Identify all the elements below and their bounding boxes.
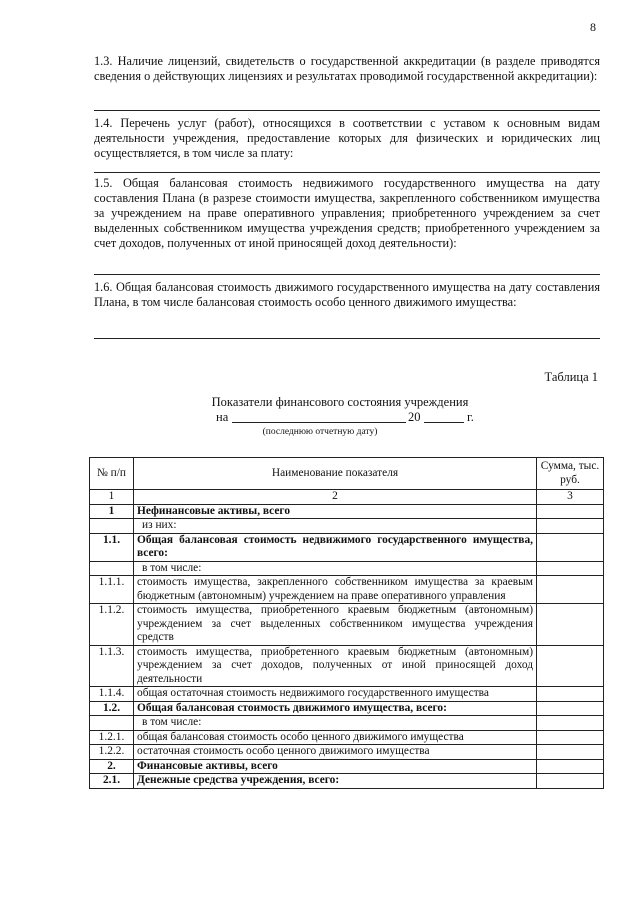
row-amount-cell[interactable] — [537, 730, 604, 745]
section-number: 1.6. — [94, 280, 113, 294]
table-row — [90, 645, 604, 687]
row-number: 2. — [90, 759, 134, 774]
row-indicator-name: из них: — [134, 519, 537, 534]
table-row — [90, 576, 604, 604]
row-number: 1.1.2. — [90, 604, 134, 646]
table-row — [90, 701, 604, 716]
row-amount-cell[interactable] — [537, 576, 604, 604]
section-1-3 — [94, 54, 600, 84]
section-number: 1.5. — [94, 176, 113, 190]
row-number: 1.2.1. — [90, 730, 134, 745]
row-indicator-name: Общая балансовая стоимость недвижимого государственного имущества, всего: — [134, 533, 537, 561]
row-indicator-name: в том числе: — [134, 561, 537, 576]
date-day-month-field[interactable] — [232, 410, 406, 423]
answer-line-1-5 — [94, 274, 600, 275]
date-hint: (последнюю отчетную дату) — [262, 427, 378, 437]
page-number: 8 — [590, 20, 596, 34]
row-amount-cell[interactable] — [537, 745, 604, 760]
row-amount-cell[interactable] — [537, 604, 604, 646]
date-year-field[interactable] — [424, 410, 464, 423]
row-indicator-name: стоимость имущества, приобретенного краевым бюджетным (автономным) учреждением за счет доходов, полученных от иной приносящей доход деятельности — [134, 645, 537, 687]
row-indicator-name: стоимость имущества, приобретенного краевым бюджетным (автономным) учреждением за счет выделенных собственником имущества учреждения средств — [134, 604, 537, 646]
column-number-3: 3 — [537, 490, 604, 505]
section-text: Перечень услуг (работ), относящихся в соответствии с уставом к основным видам деятельности учреждения, предоставление которых для физических и юридических лиц осуществляется, в том числе за плату: — [94, 116, 600, 160]
section-number: 1.4. — [94, 116, 113, 130]
row-amount-cell[interactable] — [537, 533, 604, 561]
row-number — [90, 716, 134, 731]
column-number-2: 2 — [134, 490, 537, 505]
table-header-row — [90, 458, 604, 490]
section-number: 1.3. — [94, 54, 113, 68]
row-amount-cell[interactable] — [537, 687, 604, 702]
row-number: 1.1.1. — [90, 576, 134, 604]
answer-line-1-4 — [94, 172, 600, 173]
table-row — [90, 745, 604, 760]
row-amount-cell[interactable] — [537, 701, 604, 716]
section-text: Наличие лицензий, свидетельств о государственной аккредитации (в разделе приводятся сведения о действующих лицензиях и результатах проводимой государственной аккредитации): — [94, 54, 600, 83]
answer-line-1-3 — [94, 110, 600, 111]
row-amount-cell[interactable] — [537, 759, 604, 774]
row-indicator-name: общая остаточная стоимость недвижимого государственного имущества — [134, 687, 537, 702]
row-number: 1.2. — [90, 701, 134, 716]
table-caption: Таблица 1 — [544, 370, 598, 384]
row-indicator-name: Финансовые активы, всего — [134, 759, 537, 774]
header-indicator-name: Наименование показателя — [134, 458, 537, 490]
row-amount-cell[interactable] — [537, 504, 604, 519]
row-number: 1.1. — [90, 533, 134, 561]
row-amount-cell[interactable] — [537, 716, 604, 731]
row-number: 1.1.4. — [90, 687, 134, 702]
row-number: 1 — [90, 504, 134, 519]
table-row — [90, 730, 604, 745]
row-number: 1.2.2. — [90, 745, 134, 760]
row-indicator-name: в том числе: — [134, 716, 537, 731]
row-indicator-name: Денежные средства учреждения, всего: — [134, 774, 537, 789]
column-number-1: 1 — [90, 490, 134, 505]
table-title: Показатели финансового состояния учреждения — [211, 395, 469, 409]
table-row — [90, 716, 604, 731]
row-amount-cell[interactable] — [537, 519, 604, 534]
header-amount: Сумма, тыс. руб. — [537, 458, 604, 490]
section-1-5 — [94, 176, 600, 251]
table-row — [90, 604, 604, 646]
row-amount-cell[interactable] — [537, 774, 604, 789]
date-prefix: на — [216, 410, 229, 424]
table-row — [90, 774, 604, 789]
section-1-6 — [94, 280, 600, 310]
row-number: 1.1.3. — [90, 645, 134, 687]
header-number: № п/п — [90, 458, 134, 490]
date-year-prefix: 20 — [408, 410, 421, 424]
table-row — [90, 533, 604, 561]
section-text: Общая балансовая стоимость движимого государственного имущества на дату составления Плана, в том числе балансовая стоимость особо ценного движимого имущества: — [94, 280, 600, 309]
row-indicator-name: стоимость имущества, закрепленного собственником имущества за краевым бюджетным (автономным) учреждением на праве оперативного управления — [134, 576, 537, 604]
row-indicator-name: Общая балансовая стоимость движимого имущества, всего: — [134, 701, 537, 716]
answer-line-1-6 — [94, 338, 600, 339]
row-number — [90, 561, 134, 576]
table-row — [90, 759, 604, 774]
section-text: Общая балансовая стоимость недвижимого государственного имущества на дату составления Плана (в разрезе стоимости имущества, закрепленного собственником имущества за учреждением на праве оперативного управления; приобретенного учреждением за счет выделенных собственником имущества учреждения средств; приобретенного учреждением за счет доходов, полученных от иной приносящей доход деятельности): — [94, 176, 600, 250]
row-number — [90, 519, 134, 534]
row-indicator-name: Нефинансовые активы, всего — [134, 504, 537, 519]
row-number: 2.1. — [90, 774, 134, 789]
row-amount-cell[interactable] — [537, 645, 604, 687]
table-row — [90, 504, 604, 519]
date-suffix: г. — [467, 410, 474, 424]
row-indicator-name: остаточная стоимость особо ценного движимого имущества — [134, 745, 537, 760]
row-amount-cell[interactable] — [537, 561, 604, 576]
row-indicator-name: общая балансовая стоимость особо ценного движимого имущества — [134, 730, 537, 745]
table-row — [90, 519, 604, 534]
table-row — [90, 561, 604, 576]
column-number-row — [90, 490, 604, 505]
financial-indicators-table — [89, 457, 604, 789]
table-row — [90, 687, 604, 702]
section-1-4 — [94, 116, 600, 161]
